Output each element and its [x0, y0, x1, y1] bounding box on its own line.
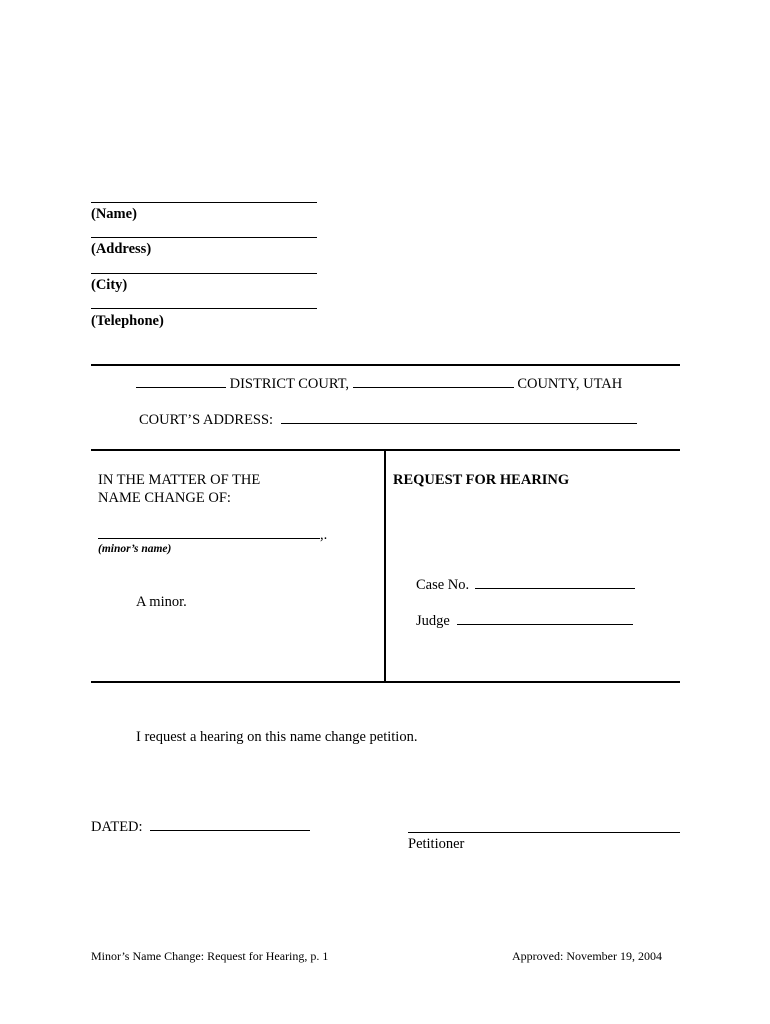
judge-label: Judge — [416, 613, 450, 629]
district-blank[interactable] — [136, 375, 226, 388]
a-minor-label: A minor. — [136, 594, 187, 610]
matter-line-1: IN THE MATTER OF THE — [98, 472, 261, 488]
caption-bottom-rule — [91, 681, 680, 683]
city-blank-line[interactable] — [91, 273, 317, 274]
request-statement: I request a hearing on this name change petition. — [136, 729, 418, 745]
dated-line — [91, 818, 310, 836]
court-address-line — [139, 411, 637, 429]
minor-name-suffix: ,. — [320, 527, 328, 543]
judge-blank[interactable] — [457, 612, 633, 625]
footer-right: Approved: November 19, 2004 — [512, 949, 662, 963]
city-label: (City) — [91, 277, 128, 293]
case-number-label: Case No. — [416, 577, 470, 593]
document-title: REQUEST FOR HEARING — [393, 472, 570, 488]
petitioner-label: Petitioner — [408, 836, 465, 852]
telephone-label: (Telephone) — [91, 313, 164, 329]
judge-line — [416, 612, 633, 630]
court-top-rule — [91, 364, 680, 366]
address-blank-line[interactable] — [91, 237, 317, 238]
county-utah-label: COUNTY, UTAH — [517, 376, 623, 392]
dated-label: DATED: — [91, 819, 143, 835]
dated-blank[interactable] — [150, 818, 310, 831]
telephone-blank-line[interactable] — [91, 308, 317, 309]
court-line — [136, 375, 622, 393]
minor-name-note: (minor’s name) — [98, 543, 172, 555]
minor-name-blank[interactable] — [98, 526, 320, 539]
petitioner-signature-line[interactable] — [408, 832, 680, 833]
case-number-line — [416, 576, 635, 594]
caption-divider — [384, 449, 386, 682]
name-label: (Name) — [91, 206, 137, 222]
name-blank-line[interactable] — [91, 202, 317, 203]
court-address-label: COURT’S ADDRESS: — [139, 412, 274, 428]
case-number-blank[interactable] — [475, 576, 635, 589]
caption-top-rule — [91, 449, 680, 451]
minor-name-line — [98, 526, 327, 544]
county-blank[interactable] — [353, 375, 514, 388]
address-label: (Address) — [91, 241, 152, 257]
matter-line-2: NAME CHANGE OF: — [98, 490, 231, 506]
district-court-label: DISTRICT COURT, — [229, 376, 350, 392]
court-address-blank[interactable] — [281, 411, 637, 424]
footer-left: Minor’s Name Change: Request for Hearing, p. 1 — [91, 949, 329, 963]
